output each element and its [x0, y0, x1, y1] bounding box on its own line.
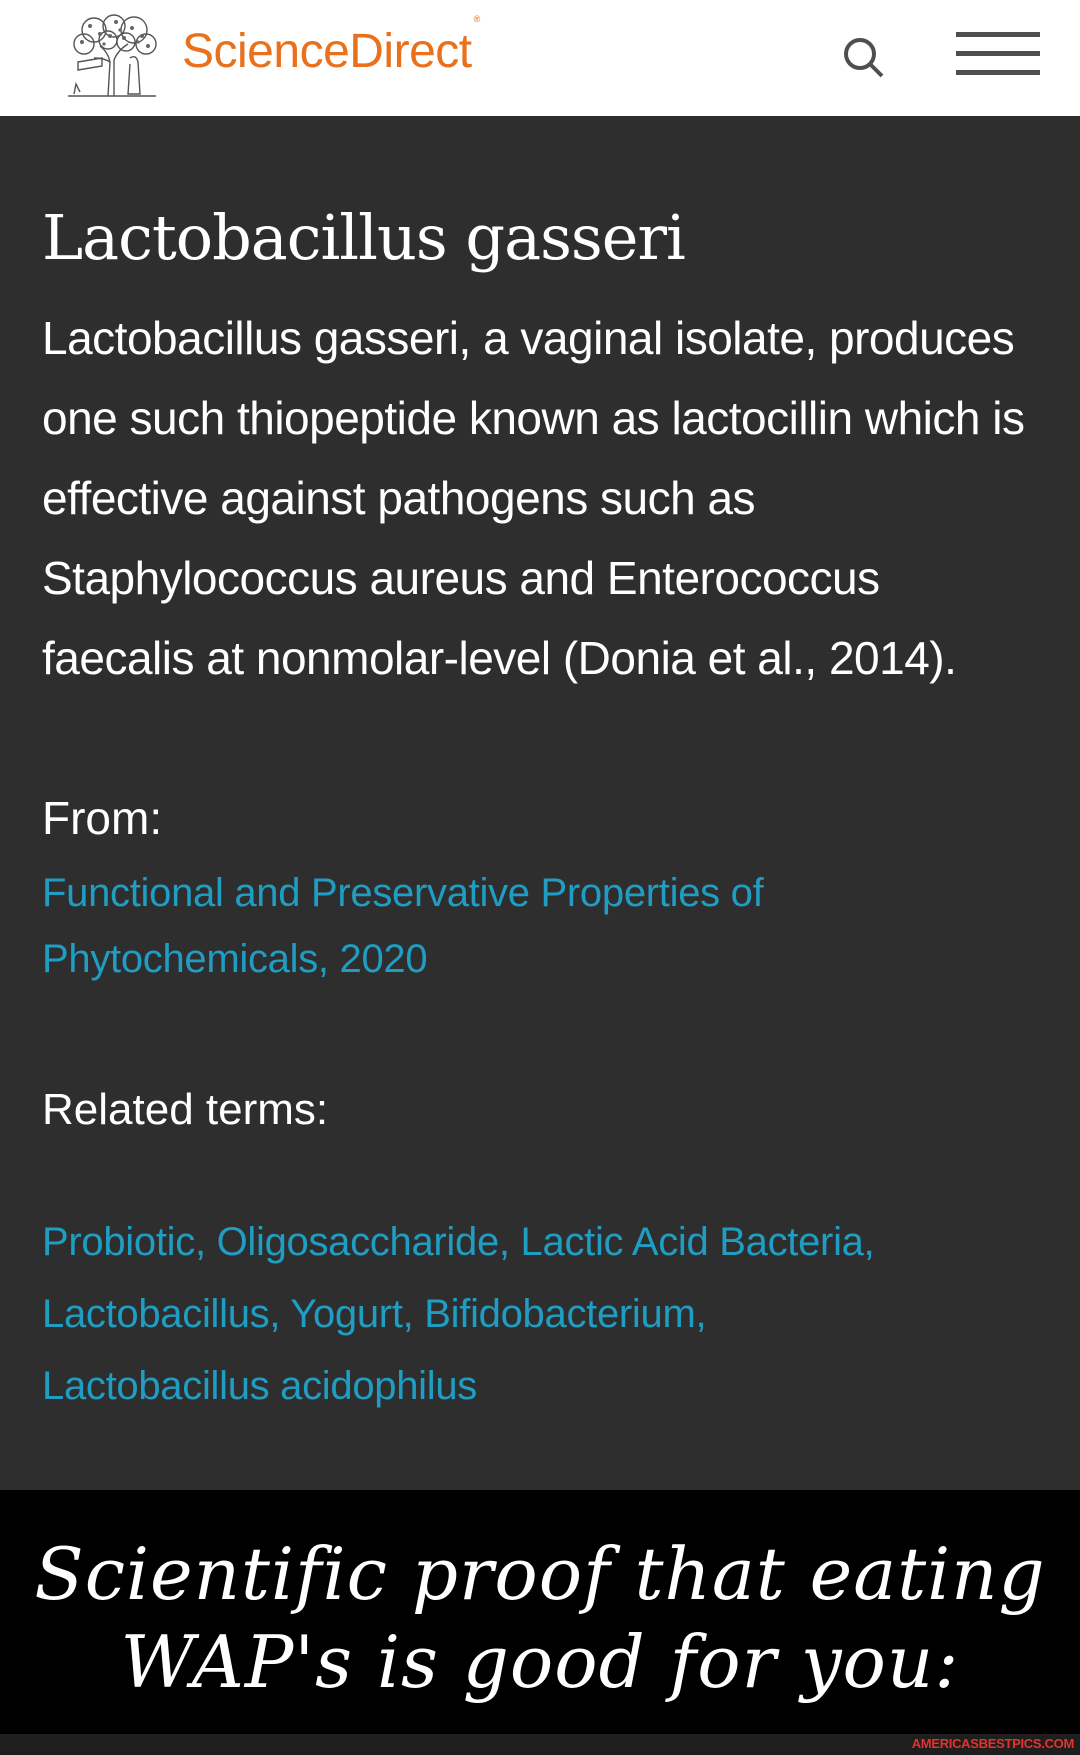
separator: ,: [194, 1220, 217, 1264]
caption-line-1: Scientific proof that eating: [34, 1532, 1046, 1616]
hamburger-menu-icon-bar: [956, 70, 1040, 75]
search-button[interactable]: [840, 34, 892, 86]
related-terms-list: [42, 1206, 1022, 1422]
hamburger-menu-button[interactable]: [954, 30, 1040, 78]
hamburger-menu-icon-bar: [956, 32, 1040, 37]
registered-mark: ®: [473, 14, 480, 24]
related-term-link[interactable]: Lactic Acid Bacteria: [520, 1220, 864, 1264]
source-book-link[interactable]: Functional and Preservative Properties of Phytochemicals, 2020: [42, 871, 764, 981]
related-term-link[interactable]: Bifidobacterium: [424, 1292, 696, 1336]
related-term-link[interactable]: Lactobacillus: [42, 1292, 270, 1336]
hamburger-menu-icon-bar: [956, 51, 1040, 56]
related-term-link[interactable]: Probiotic: [42, 1220, 195, 1264]
related-term-link[interactable]: Yogurt: [290, 1292, 403, 1336]
topic-page-content: [0, 118, 1080, 1490]
separator: ,: [695, 1292, 707, 1336]
separator: ,: [269, 1292, 291, 1336]
caption-line-2: WAP's is good for you:: [120, 1620, 960, 1704]
watermark-text: AMERICASBESTPICS.COM: [911, 1736, 1074, 1751]
separator: ,: [402, 1292, 425, 1336]
elsevier-tree-logo-icon[interactable]: [64, 14, 160, 100]
sciencedirect-brand[interactable]: [182, 14, 480, 78]
brand-name: ScienceDirect: [182, 25, 472, 78]
related-term-link[interactable]: Oligosaccharide: [216, 1220, 499, 1264]
meme-caption: [0, 1530, 1080, 1706]
watermark-bar: [0, 1734, 1080, 1755]
site-header: [0, 0, 1080, 118]
from-label: From:: [42, 792, 163, 844]
separator: ,: [498, 1220, 521, 1264]
topic-title: Lactobacillus gasseri: [42, 201, 685, 274]
related-terms-label: Related terms:: [42, 1085, 329, 1134]
meme-caption-band: [0, 1490, 1080, 1734]
search-icon: [840, 34, 892, 86]
topic-definition: Lactobacillus gasseri, a vaginal isolate, produces one such thiopeptide known as lactocillin which is effective against pathogens such as Staphylococcus aureus and Enterococcus faecalis at nonmolar-level (Donia et al., 2014).: [42, 312, 1025, 684]
separator: ,: [863, 1220, 875, 1264]
related-term-link[interactable]: Lactobacillus acidophilus: [42, 1364, 478, 1408]
